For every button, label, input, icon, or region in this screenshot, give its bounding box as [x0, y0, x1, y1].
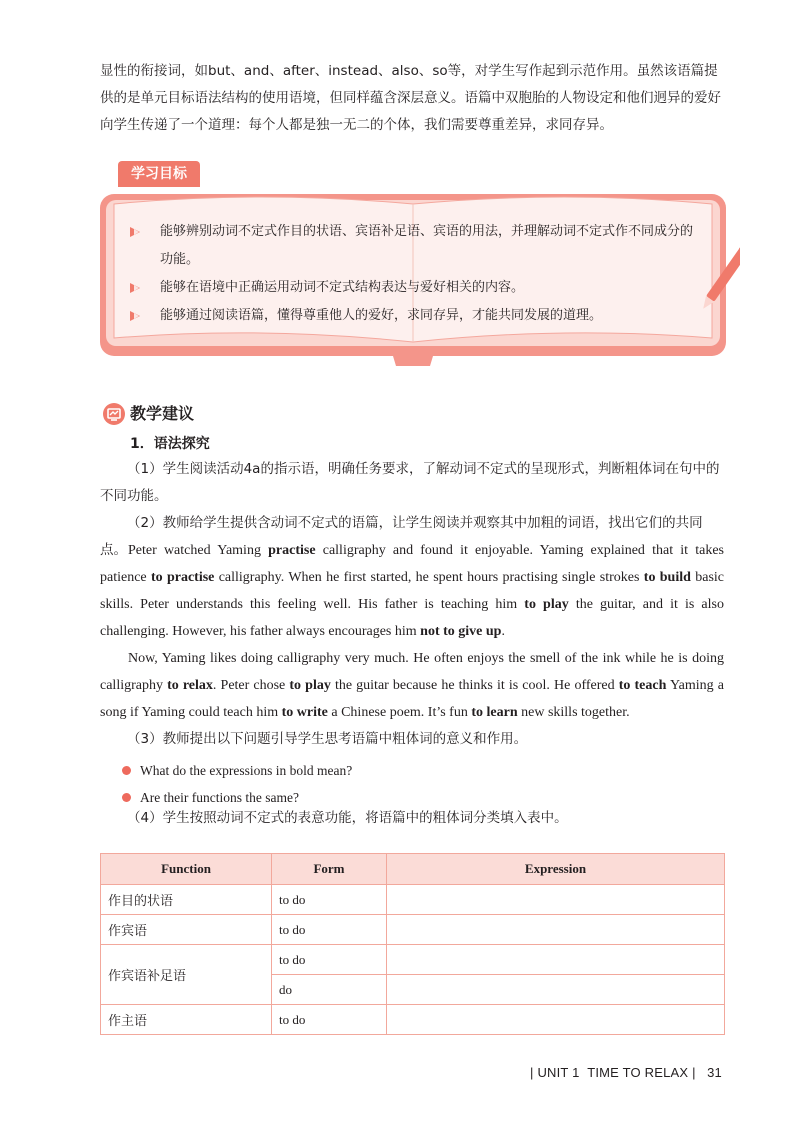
header-function: Function	[101, 854, 272, 885]
header-form: Form	[272, 854, 387, 885]
step-1: （1）学生阅读活动4a的指示语，明确任务要求，了解动词不定式的呈现形式，判断粗体词在句中的不同功能。	[100, 461, 720, 504]
arrow-bullet-icon	[130, 283, 140, 293]
footer-title: TIME TO RELAX	[587, 1065, 689, 1080]
expression-cell[interactable]	[387, 945, 725, 975]
bullet-dot-icon	[122, 766, 131, 775]
passage-text: .	[501, 624, 505, 639]
function-cell: 作目的状语	[101, 885, 272, 915]
step-4: （4）学生按照动词不定式的表意功能，将语篇中的粗体词分类填入表中。	[127, 810, 568, 826]
bold-expression: to teach	[618, 678, 667, 693]
form-cell: to do	[272, 1005, 387, 1035]
table-row	[101, 1005, 725, 1035]
step-2: （2）教师给学生提供含动词不定式的语篇，让学生阅读并观察其中加粗的词语，找出它们的共同点。	[100, 515, 703, 558]
bold-expression: to play	[524, 597, 569, 612]
passage-text: Yaming a song if Yaming could teach him	[100, 678, 724, 720]
goal-list	[130, 218, 700, 330]
bold-expression: practise	[268, 543, 316, 558]
form-cell: to do	[272, 885, 387, 915]
passage-text: the guitar because he thinks it is cool. He offered	[330, 678, 619, 693]
table-row	[101, 885, 725, 915]
passage-text: calligraphy. When he first started, he spent hours practising single strokes	[214, 570, 644, 585]
form-cell: do	[272, 975, 387, 1005]
passage-text: Now, Yaming likes doing calligraphy very much. He often enjoys the smell of the ink while he is doing calligraphy	[100, 651, 724, 693]
passage-text: calligraphy and found it enjoyable. Yaming explained that it takes patience	[100, 543, 724, 585]
passage-paragraph-2	[100, 645, 724, 726]
footer-unit: UNIT 1	[537, 1065, 580, 1080]
page-number: 31	[707, 1065, 722, 1080]
teaching-icon	[102, 402, 126, 426]
passage-paragraph-1	[100, 537, 724, 645]
question-item: What do the expressions in bold mean?	[122, 757, 352, 784]
passage-text: new skills together.	[517, 705, 630, 720]
function-cell: 作宾语补足语	[101, 945, 272, 1005]
passage-text: . Peter chose	[212, 678, 290, 693]
bullet-dot-icon	[122, 793, 131, 802]
arrow-bullet-icon	[130, 227, 140, 237]
bold-expression: to build	[643, 570, 691, 585]
table-row	[101, 945, 725, 975]
question-list	[122, 757, 352, 811]
page-footer: | UNIT 1 TIME TO RELAX | 31	[530, 1065, 722, 1080]
passage-text: Peter watched Yaming	[128, 543, 269, 558]
arrow-bullet-icon	[130, 311, 140, 321]
bold-expression: not to give up	[420, 624, 502, 639]
form-cell: to do	[272, 915, 387, 945]
question-item: Are their functions the same?	[122, 784, 352, 811]
expression-cell[interactable]	[387, 915, 725, 945]
passage-text: basic skills. Peter understands this feeling well. His father is teaching him	[100, 570, 724, 612]
expression-cell[interactable]	[387, 885, 725, 915]
bold-expression: to play	[289, 678, 331, 693]
section-title: 教学建议	[130, 404, 195, 423]
function-cell: 作宾语	[101, 915, 272, 945]
step-3: （3）教师提出以下问题引导学生思考语篇中粗体词的意义和作用。	[127, 731, 528, 747]
bold-expression: to practise	[150, 570, 215, 585]
table-row	[101, 915, 725, 945]
expression-cell[interactable]	[387, 1005, 725, 1035]
bold-expression: to learn	[471, 705, 518, 720]
expression-cell[interactable]	[387, 975, 725, 1005]
passage-text: a Chinese poem. It’s fun	[327, 705, 472, 720]
table-header-row	[101, 854, 725, 885]
bold-expression: to write	[281, 705, 328, 720]
subsection-title: 1．语法探究	[130, 436, 210, 452]
bold-expression: to relax	[167, 678, 213, 693]
goal-tag: 学习目标	[118, 161, 200, 187]
goal-item: 能够辨别动词不定式作目的状语、宾语补足语、宾语的用法，并理解动词不定式作不同成分的功能。	[130, 218, 700, 274]
goal-item: 能够通过阅读语篇，懂得尊重他人的爱好，求同存异，才能共同发展的道理。	[130, 302, 700, 330]
form-cell: to do	[272, 945, 387, 975]
goal-item: 能够在语境中正确运用动词不定式结构表达与爱好相关的内容。	[130, 274, 700, 302]
passage-text: the guitar, and it is also challenging. However, his father always encourages him	[100, 597, 724, 639]
function-table	[100, 853, 725, 1035]
intro-paragraph: 显性的衔接词，如but、and、after、instead、also、so等，对学生写作起到示范作用。虽然该语篇提供的是单元目标语法结构的使用语境，但同样蕴含深层意义。语篇中双胞胎的人物设定和他们迥异的爱好向学生传递了一个道理：每个人都是独一无二的个体，我们需要尊重差异，求同存异。	[100, 63, 721, 133]
function-cell: 作主语	[101, 1005, 272, 1035]
header-expression: Expression	[387, 854, 725, 885]
